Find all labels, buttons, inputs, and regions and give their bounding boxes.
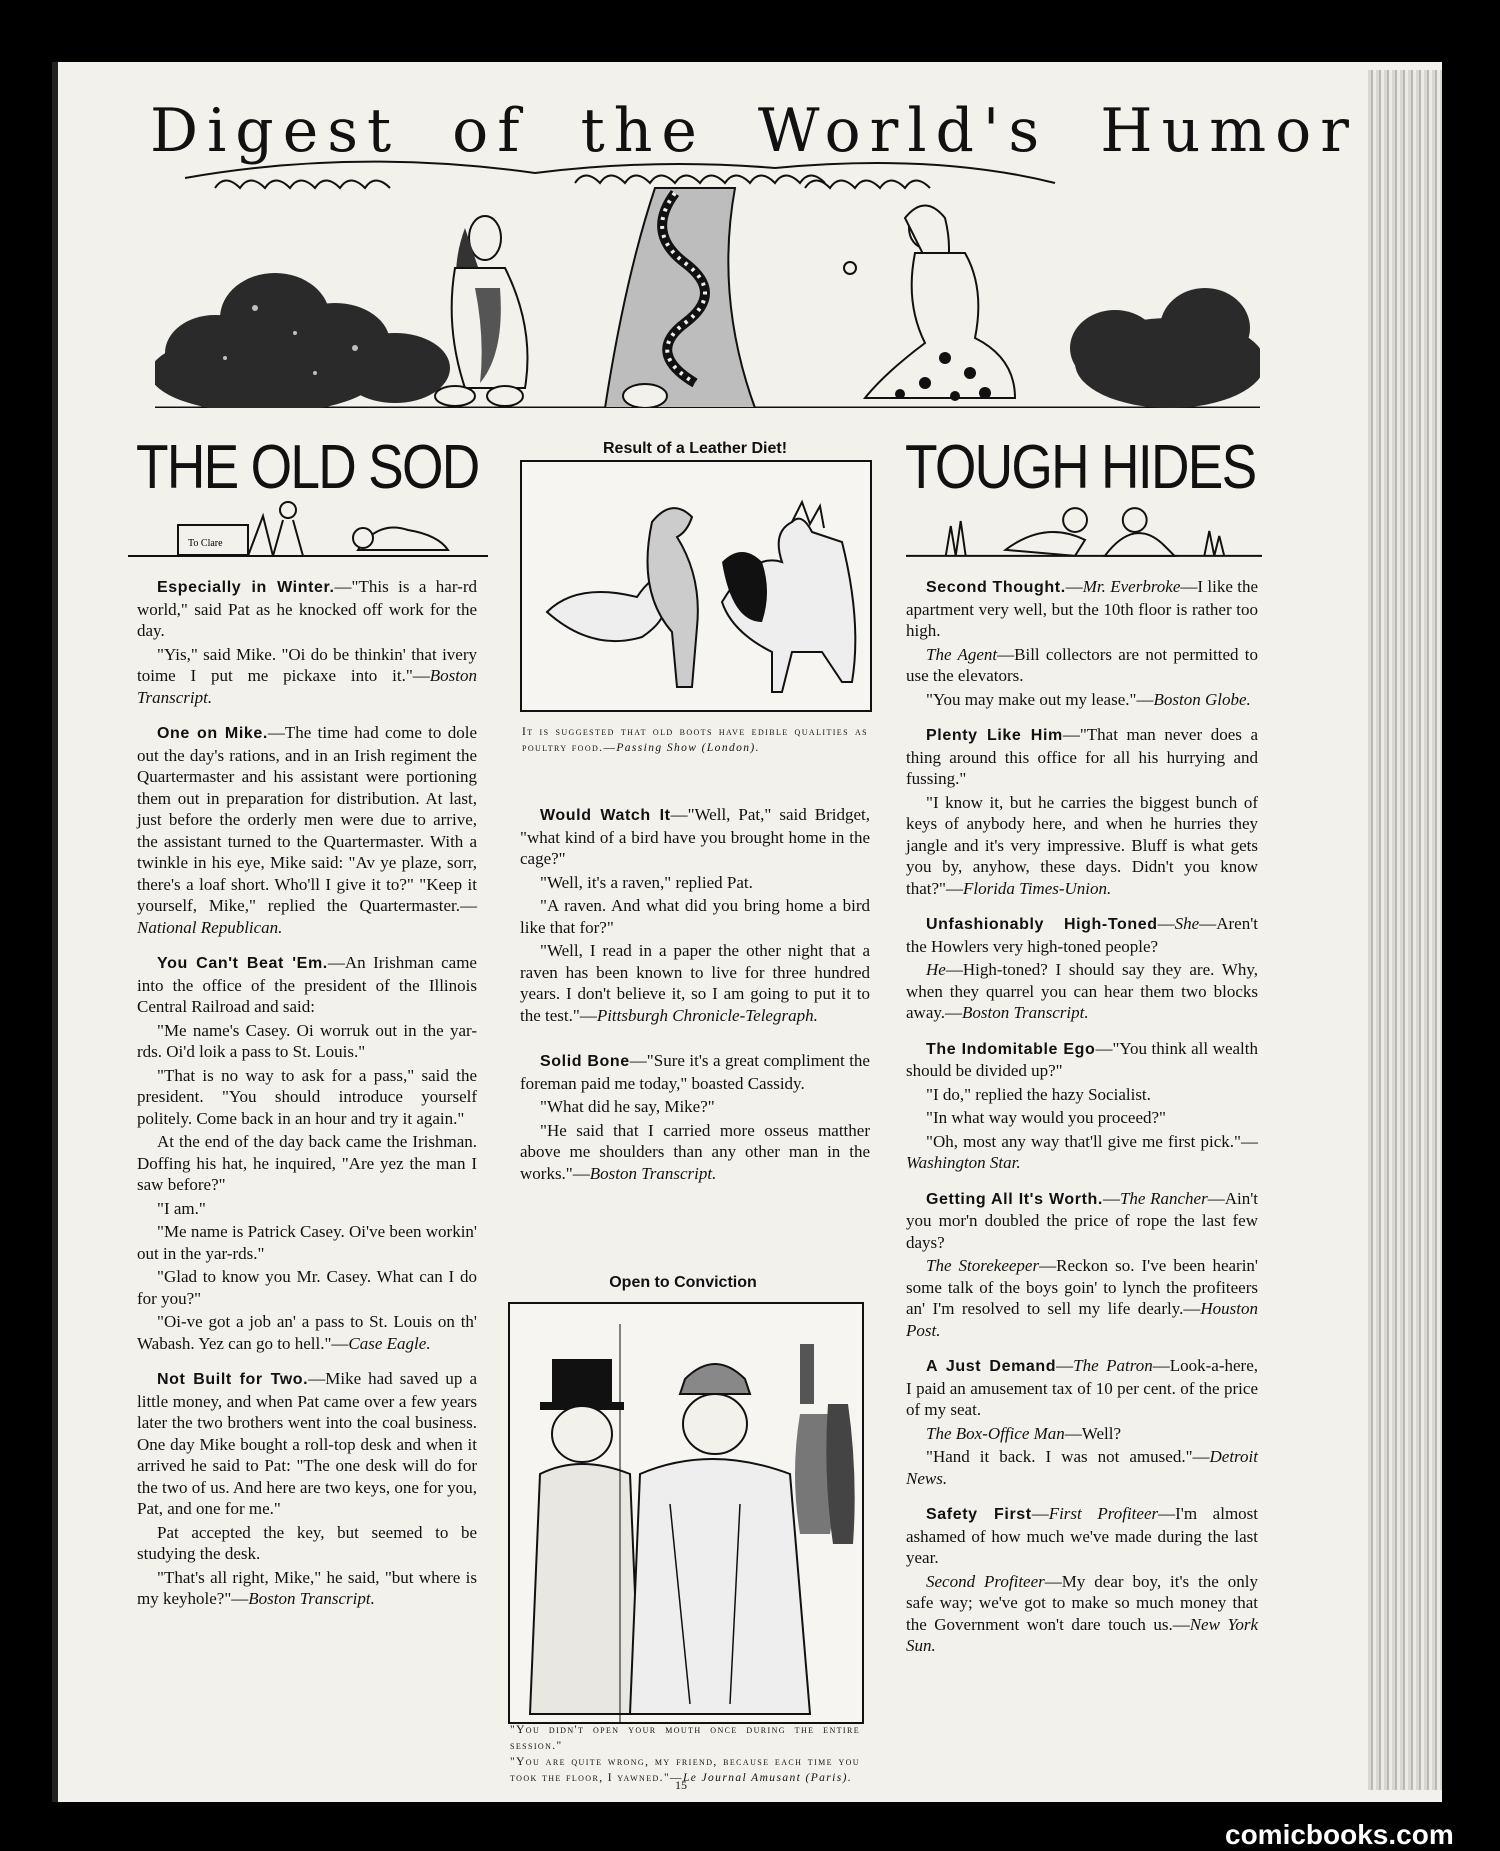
joke-second-thought: Second Thought.—Mr. Everbroke—I like the apartment very well, but the 10th floor is rather too high. The Agent—Bill collectors are not permitted to use the elevators. "You may make out my lease."—Boston Globe. (906, 577, 1259, 709)
page-title: Digest of the World's Humor (150, 96, 1358, 166)
cartoon1-frame (520, 460, 872, 712)
adam-eve-banner-illustration (155, 158, 1260, 408)
crate-label: To Clare (188, 538, 223, 549)
tough-hides-vignette (906, 490, 1264, 560)
the-old-sod-heading: THE OLD SOD (136, 433, 479, 502)
left-bush (155, 273, 450, 408)
cartoon1-title: Result of a Leather Diet! (602, 440, 788, 457)
tree-canopy (185, 162, 1055, 188)
joke-not-built-for-two: Not Built for Two.—Mike had saved up a little money, and when Pat came over a few years later the two brothers went into the coal business. One day Mike bought a roll-top desk and when it arrived he said to Pat: "The one desk will do for the two of us. And here are two keys, one for you, Pat, and one for me." Pat accepted the key, but seemed to be studying the desk. "That's all right, Mike," he said, "but where is my keyhole?"—Boston Transcript. (137, 1369, 477, 1608)
joke-getting-all-its-worth: Getting All It's Worth.—The Rancher—Ain't you mor'n doubled the price of rope the last few days? The Storekeeper—Reckon so. I've been hearin' some talk of the boys goin' to lynch the profiteers an' I'm resolved to sell my life dearly.—Houston Post. (906, 1188, 1258, 1340)
joke-you-cant-beat-em: You Can't Beat 'Em.—An Irishman came into the office of the president of the Illinois Central Railroad and said: "Me name's Casey. Oi worruk out in the yar-rds. Oi'd loik a pass to St. Louis." "That is no way to ask for a pass," said the president. "You should introduce yourself politely. Come back in an hour and try it again." At the end of the day back came the Irishman. Doffing his hat, he inquired, "Are yez the man I saw before?" "I am." "Me name is Patrick Casey. Oi've been workin' out in the yar-rds." "Glad to know you Mr. Casey. What can I do for you?" "Oi-ve got a job an' a pass to St. Louis on th' Wabash. Yez can go to hell."—Case Eagle. (137, 953, 477, 1353)
joke-safety-first: Safety First—First Profiteer—I'm almost ashamed of how much we've made during the last year. Second Profiteer—My dear boy, it's the only safe way; we've got to make so much money that the Government won't dare touch us.—New York Sun. (906, 1504, 1259, 1655)
joke-especially-in-winter: Especially in Winter.—"This is a har-rd world," said Pat as he knocked off work for the day. "Yis," said Mike. "Oi do be thinkin' that ivery toime I put me pickaxe into it."—Boston Transcript. (137, 577, 477, 707)
joke-a-just-demand: A Just Demand—The Patron—Look-a-here, I paid an amusement tax of 10 per cent. of the price of my seat. The Box-Office Man—Well? "Hand it back. I was not amused."—Detroit News. (906, 1356, 1258, 1488)
page-number: 15 (675, 1778, 687, 1792)
cartoon2-caption: "You didn't open your mouth once during the entire session." "You are quite wrong, my friend, because each time you took the floor, I yawned."—Le Journal Amusant (Paris). (510, 1724, 860, 1784)
joke-would-watch-it: Would Watch It—"Well, Pat," said Bridget, "what kind of a bird have you brought home in the cage?" "Well, it's a raven," replied Pat. "A raven. And what did you bring home a bird like that for?" "Well, I read in a paper the other night that a raven has been known to live for three hundred years. I don't believe it, so I am going to put it to the test."—Pittsburgh Chronicle-Telegraph. (520, 805, 870, 1025)
page-edge-stack (1368, 70, 1442, 1790)
cartoon2-title: Open to Conviction (609, 1274, 757, 1291)
parliament-men-cartoon (510, 1304, 862, 1722)
eve-figure (844, 206, 1015, 402)
cartoon1-caption: It is suggested that old boots have edible qualities as poultry food.—Passing Show (London). (522, 726, 868, 754)
poultry-eating-boots-cartoon (522, 462, 870, 710)
old-sod-vignette (128, 490, 488, 560)
right-column (906, 576, 1258, 1659)
cartoon2-frame (508, 1302, 864, 1724)
joke-solid-bone: Solid Bone—"Sure it's a great compliment the foreman paid me today," boasted Cassidy. "What did he say, Mike?" "He said that I carried more osseus matther above me shoulders than any other man in the works."—Boston Transcript. (520, 1051, 870, 1183)
adam-figure (435, 216, 528, 406)
left-column (137, 576, 477, 1612)
joke-the-indomitable-ego: The Indomitable Ego—"You think all wealth should be divided up?" "I do," replied the hazy Socialist. "In what way would you proceed?" "Oh, most any way that'll give me first pick."—Washington Star. (906, 1038, 1258, 1172)
tough-hides-heading: TOUGH HIDES (905, 433, 1256, 502)
site-watermark: comicbooks.com (1225, 1819, 1454, 1850)
joke-plenty-like-him: Plenty Like Him—"That man never does a thing around this office for all his hurrying and fussing." "I know it, but he carries the biggest bunch of keys of anybody here, and when he hurries they jangle and it's very impressive. Bluff is what gets you by, anyhow, these days. Didn't you know that?"—Florida Times-Union. (906, 725, 1258, 898)
joke-one-on-mike: One on Mike.—The time had come to dole out the day's rations, and in an Irish regiment the Quartermaster and his assistant were portioning them out in preparation for distribution. At last, just before the orderly men were due to arrive, the assistant turned to the Quartermaster. With a twinkle in his eye, Mike said: "Av ye plaze, sorr, there's a loaf short. Who'll I give it to?" "Keep it yourself, Mike," replied the Quartermaster.—National Republican. (137, 723, 477, 937)
joke-unfashionably-high-toned: Unfashionably High-Toned—She—Aren't the Howlers very high-toned people? He—High-toned? I should say they are. Why, when they quarrel you can hear them two blocks away.—Boston Transcript. (906, 914, 1258, 1022)
right-bush (1070, 288, 1260, 408)
page-spine (52, 62, 58, 1802)
middle-column (520, 804, 870, 1186)
